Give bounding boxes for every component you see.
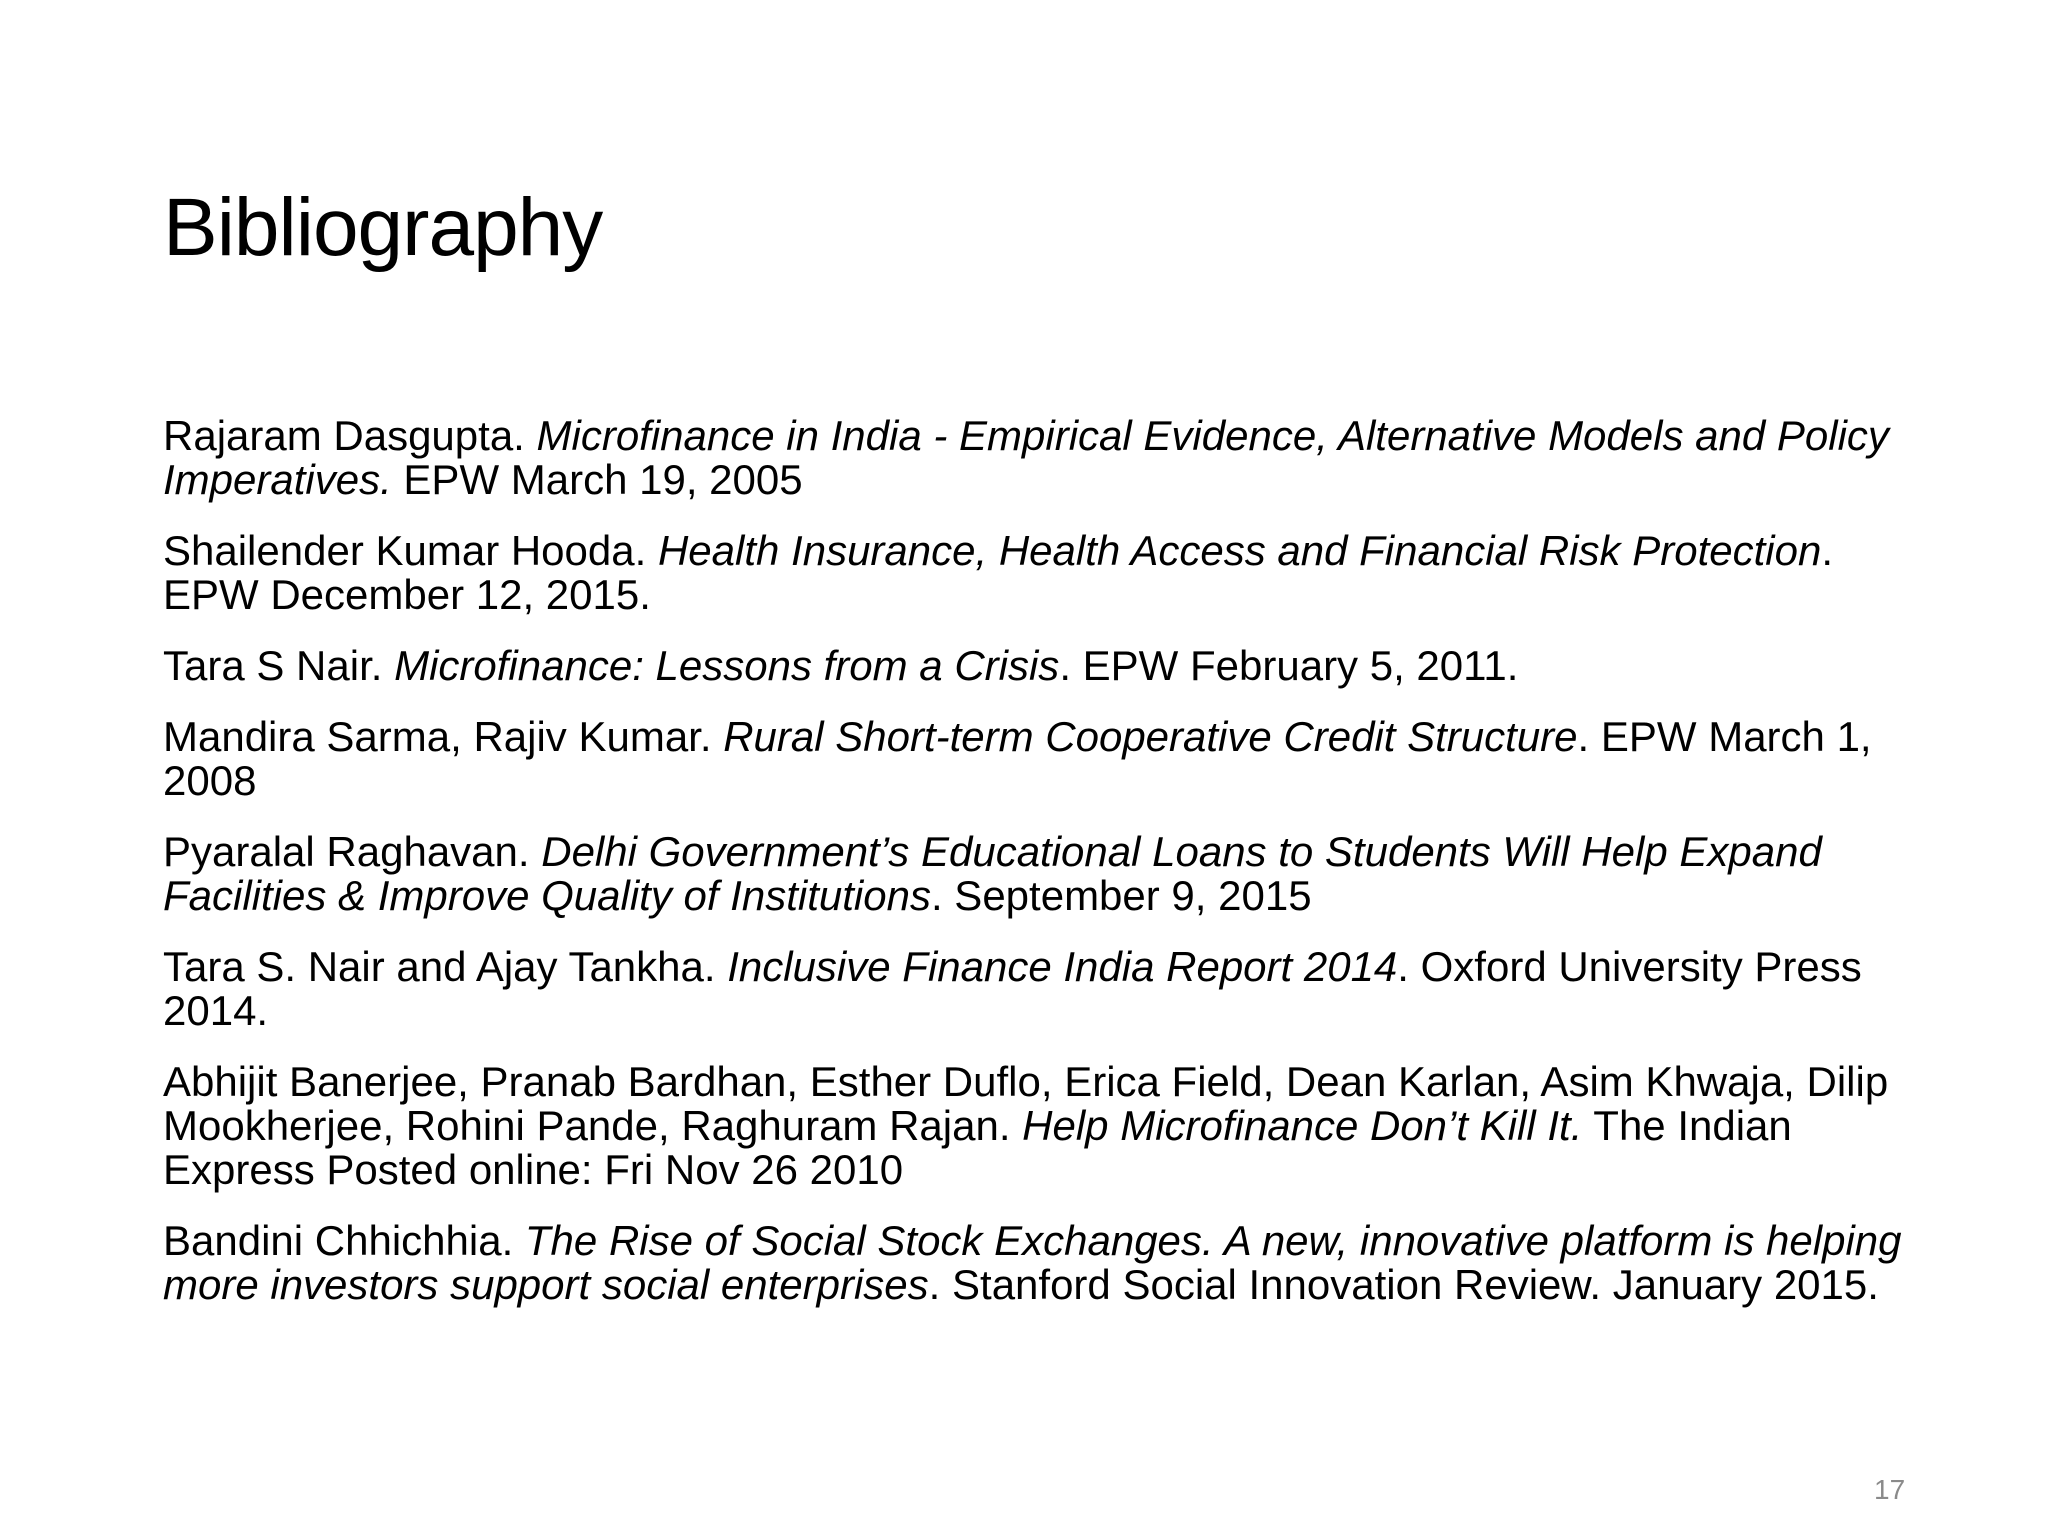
reference-title: Inclusive Finance India Report 2014: [727, 943, 1398, 990]
reference-authors: Tara S Nair.: [163, 642, 395, 689]
reference-authors: Rajaram Dasgupta.: [163, 412, 537, 459]
page-number: 17: [1874, 1474, 1906, 1505]
reference-item: [163, 715, 1923, 803]
reference-authors: Abhijit Banerjee, Pranab Bardhan, Esther Duflo, Erica Field, Dean Karlan, Asim Khwaja, Dilip Mookherjee, Rohini Pande, Raghuram Rajan.: [163, 1058, 1889, 1149]
reference-source: EPW March 19, 2005: [391, 456, 803, 503]
reference-title: The Rise of Social Stock Exchanges. A new, innovative platform is helping more investors support social enterprises: [163, 1217, 1902, 1308]
reference-title: Rural Short-term Cooperative Credit Structure: [723, 713, 1578, 760]
reference-authors: Tara S. Nair and Ajay Tankha.: [163, 943, 728, 990]
reference-authors: Bandini Chhichhia.: [163, 1217, 525, 1264]
reference-item: [163, 945, 1923, 1033]
reference-item: [163, 1219, 1923, 1307]
reference-authors: Pyaralal Raghavan.: [163, 828, 542, 875]
reference-source: . EPW February 5, 2011.: [1059, 642, 1519, 689]
reference-source: . September 9, 2015: [930, 872, 1312, 919]
reference-authors: Shailender Kumar Hooda.: [163, 527, 658, 574]
slide-title: Bibliography: [163, 182, 603, 273]
reference-title: Help Microfinance Don’t Kill It.: [1022, 1102, 1583, 1149]
reference-source: . Stanford Social Innovation Review. January 2015.: [928, 1261, 1879, 1308]
reference-source: . Oxford University Press 2014.: [163, 943, 1862, 1034]
reference-item: [163, 1060, 1923, 1192]
reference-item: [163, 529, 1923, 617]
reference-source: . EPW December 12, 2015.: [163, 527, 1833, 618]
reference-title: Health Insurance, Health Access and Financial Risk Protection: [657, 527, 1822, 574]
reference-source: . EPW March 1, 2008: [163, 713, 1872, 804]
reference-item: [163, 414, 1923, 502]
reference-title: Delhi Government’s Educational Loans to Students Will Help Expand Facilities & Improve Quality of Institutions: [163, 828, 1822, 919]
reference-title: Microfinance in India - Empirical Evidence, Alternative Models and Policy Imperatives.: [163, 412, 1889, 503]
reference-source: The Indian Express Posted online: Fri Nov 26 2010: [163, 1102, 1792, 1193]
reference-authors: Mandira Sarma, Rajiv Kumar.: [163, 713, 724, 760]
reference-item: [163, 644, 1923, 688]
reference-item: [163, 830, 1923, 918]
reference-title: Microfinance: Lessons from a Crisis: [394, 642, 1060, 689]
reference-list: [163, 414, 1923, 1334]
